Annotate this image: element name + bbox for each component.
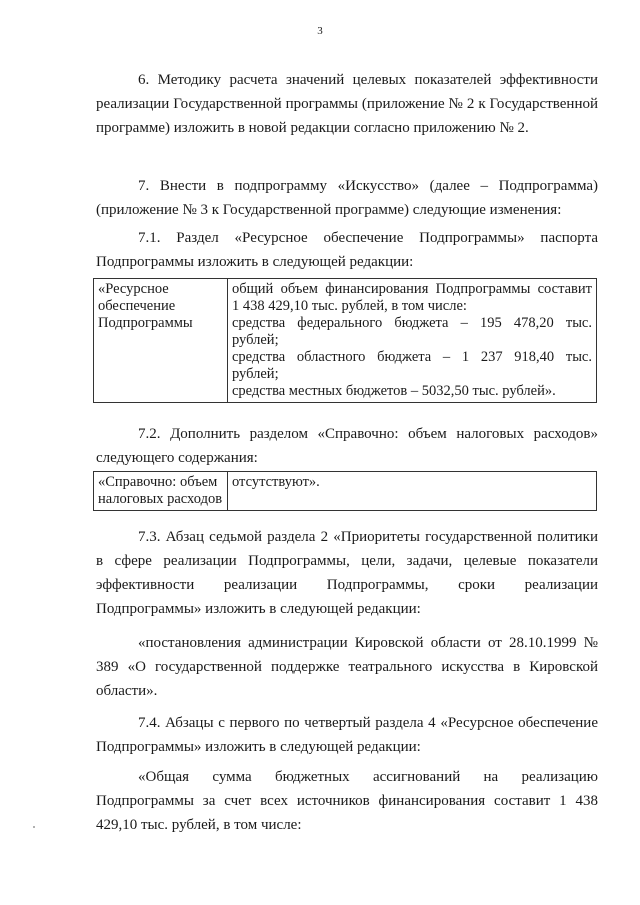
quote-7-3: «постановления администрации Кировской области от 28.10.1999 № 389 «О государственной поддержке театрального искусства в Кировской области». <box>96 635 598 699</box>
tax-label-line: налоговых расходов <box>98 491 223 507</box>
resource-label-line: Подпрограммы <box>98 315 193 331</box>
paragraph-7-3: 7.3. Абзац седьмой раздела 2 «Приоритеты государственной политики в сфере реализации Подпрограммы, цели, задачи, целевые показатели эффективности реализации Подпрограммы, сроки реализации Подпрограммы» изложить в следующей редакции: <box>96 529 598 617</box>
resource-value-line: рублей; <box>232 366 279 382</box>
tax-label-cell <box>94 472 228 511</box>
resource-value-line: 1 438 429,10 тыс. рублей, в том числе: <box>232 298 467 314</box>
resource-value-line: рублей; <box>232 332 279 348</box>
resource-value-line: средства федерального бюджета – 195 478,20 тыс. <box>232 315 592 331</box>
resource-table <box>93 278 597 403</box>
paragraph-7-1: 7.1. Раздел «Ресурсное обеспечение Подпрограммы» паспорта Подпрограммы изложить в следующей редакции: <box>96 230 598 270</box>
page-number: 3 <box>317 25 323 37</box>
resource-label-line: «Ресурсное <box>98 281 169 297</box>
paragraph-7-4: 7.4. Абзацы с первого по четвертый раздела 4 «Ресурсное обеспечение Подпрограммы» изложить в следующей редакции: <box>96 715 598 755</box>
tax-expenses-table <box>93 471 597 511</box>
paragraph-6: 6. Методику расчета значений целевых показателей эффективности реализации Государственной программы (приложение № 2 к Государственной программе) изложить в новой редакции согласно приложению № 2. <box>96 72 598 136</box>
resource-value-line: общий объем финансирования Подпрограммы составит <box>232 281 592 297</box>
tax-value-cell: отсутствуют». <box>228 472 597 511</box>
resource-value-line: средства местных бюджетов – 5032,50 тыс. рублей». <box>232 383 556 399</box>
scan-speck <box>33 826 35 828</box>
tax-label-line: «Справочно: объем <box>98 474 218 490</box>
paragraph-7-2: 7.2. Дополнить разделом «Справочно: объем налоговых расходов» следующего содержания: <box>96 426 598 466</box>
resource-value-line: средства областного бюджета – 1 237 918,40 тыс. <box>232 349 592 365</box>
resource-label-cell <box>94 279 228 403</box>
quote-7-4: «Общая сумма бюджетных ассигнований на реализацию Подпрограммы за счет всех источников финансирования составит 1 438 429,10 тыс. рублей, в том числе: <box>96 769 598 833</box>
resource-value-cell <box>228 279 597 403</box>
paragraph-7: 7. Внести в подпрограмму «Искусство» (далее – Подпрограмма) (приложение № 3 к Государственной программе) следующие изменения: <box>96 178 598 218</box>
resource-label-line: обеспечение <box>98 298 176 314</box>
